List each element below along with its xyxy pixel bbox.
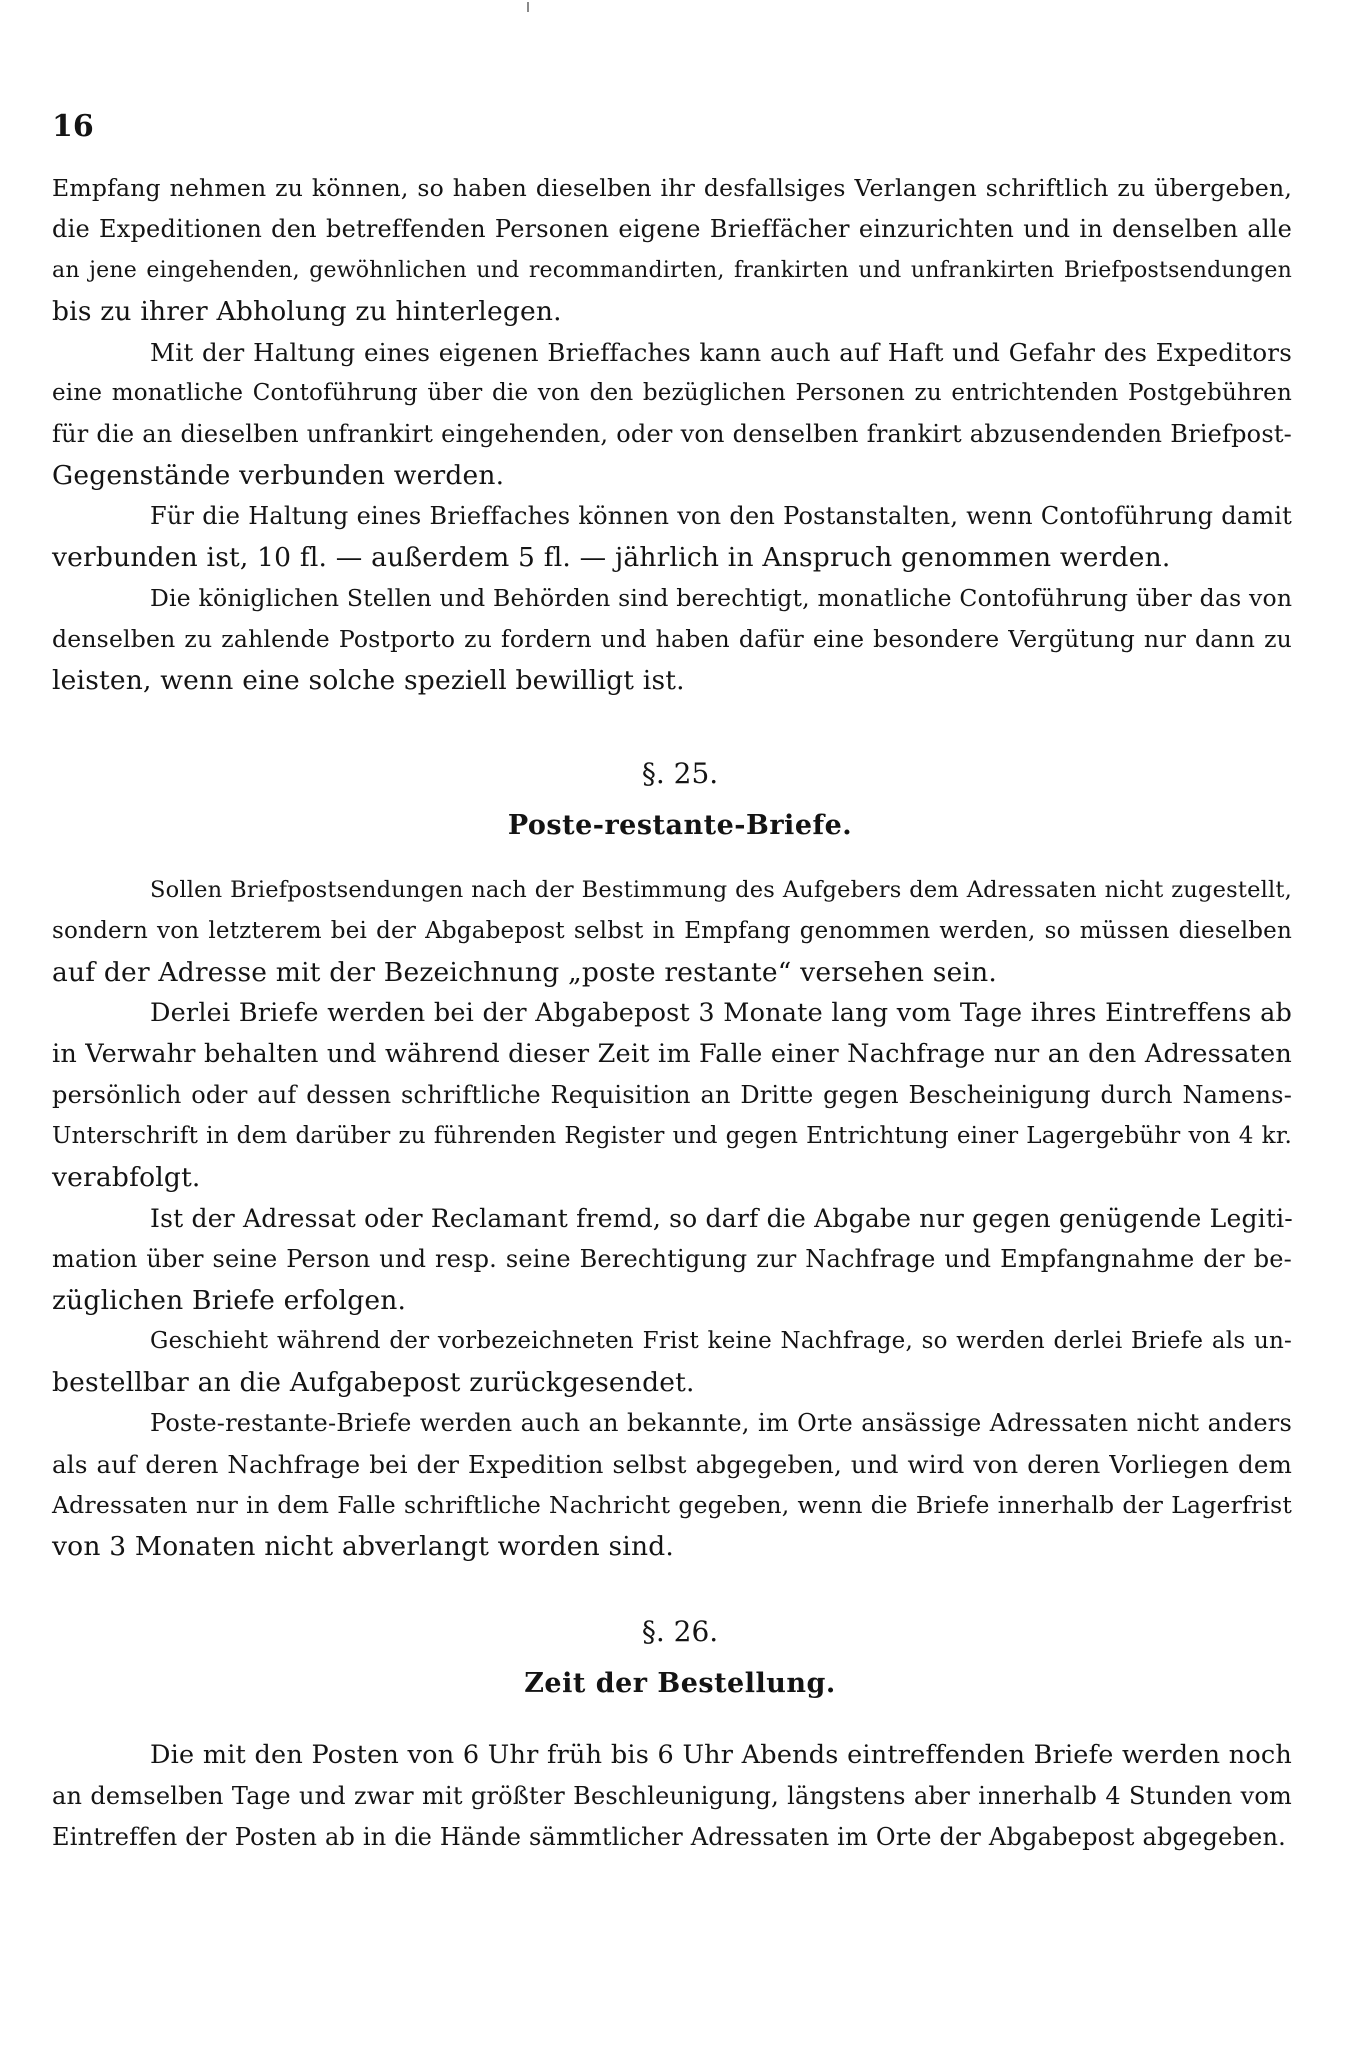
text-line: Sollen Briefpostsendungen nach der Bestimmung des Aufgebers dem Adressaten nicht zugestellt, — [150, 877, 1292, 903]
text-line: an jene eingehenden, gewöhnlichen und recommandirten, frankirten und unfrankirten Briefpostsendungen — [52, 258, 1292, 283]
text-line: mation über seine Person und resp. seine Berechtigung zur Nachfrage und Empfangnahme der be- — [52, 1245, 1292, 1273]
intro-text — [52, 168, 1292, 701]
text-line: in Verwahr behalten und während dieser Zeit im Falle einer Nachfrage nur an den Adressaten — [52, 1039, 1292, 1069]
section-26-number — [0, 1615, 1360, 1648]
text-line: Die königlichen Stellen und Behörden sind berechtigt, monatliche Contoführung über das von — [150, 584, 1293, 612]
text-line: verabfolgt. — [52, 1162, 201, 1193]
section-title: Poste-restante-Briefe. — [507, 810, 853, 841]
section-number: §. 25. — [641, 757, 719, 790]
text-line: züglichen Briefe erfolgen. — [52, 1285, 407, 1316]
text-line: für die an dieselben unfrankirt eingehenden, oder von denselben frankirt abzusendenden Briefpost- — [52, 420, 1292, 448]
text-line: eine monatliche Contoführung über die von den bezüglichen Personen zu entrichtenden Postgebühren — [52, 380, 1292, 406]
text-line: als auf deren Nachfrage bei der Expedition selbst abgegeben, und wird von deren Vorliegen dem — [52, 1450, 1292, 1479]
text-line: die Expeditionen den betreffenden Personen eigene Brieffächer einzurichten und in denselben alle — [52, 215, 1292, 243]
scan-mark — [527, 2, 529, 12]
section-25-text — [52, 870, 1292, 1567]
text-line: Derlei Briefe werden bei der Abgabepost 3 Monate lang vom Tage ihres Eintreffens ab — [150, 998, 1292, 1028]
text-line: sondern von letzterem bei der Abgabepost selbst in Empfang genommen werden, so müssen dieselben — [52, 918, 1292, 944]
section-25-title — [0, 812, 1360, 839]
text-line: Geschieht während der vorbezeichneten Frist keine Nachfrage, so werden derlei Briefe als un- — [150, 1328, 1292, 1354]
text-line: Poste-restante-Briefe werden auch an bekannte, im Orte ansässige Adressaten nicht anders — [150, 1409, 1292, 1437]
section-number: §. 26. — [641, 1615, 719, 1648]
text-line: auf der Adresse mit der Bezeichnung „poste restante“ versehen sein. — [52, 957, 998, 988]
text-line: an demselben Tage und zwar mit größter Beschleunigung, längstens aber innerhalb 4 Stunden vom — [52, 1782, 1292, 1810]
section-26-title — [0, 1670, 1360, 1697]
page-number: 16 — [52, 109, 94, 144]
text-line: bestellbar an die Aufgabepost zurückgesendet. — [52, 1367, 695, 1398]
section-25-number — [0, 757, 1360, 790]
text-line: Die mit den Posten von 6 Uhr früh bis 6 Uhr Abends eintreffenden Briefe werden noch — [150, 1740, 1292, 1770]
text-line: Unterschrift in dem darüber zu führenden Register und gegen Entrichtung einer Lagergebühr von 4 kr. — [52, 1123, 1292, 1149]
text-line: Mit der Haltung eines eigenen Brieffaches kann auch auf Haft und Gefahr des Expeditors — [150, 338, 1292, 367]
text-line: von 3 Monaten nicht abverlangt worden sind. — [52, 1531, 675, 1562]
text-line: leisten, wenn eine solche speziell bewilligt ist. — [52, 665, 685, 696]
text-line: bis zu ihrer Abholung zu hinterlegen. — [52, 296, 562, 327]
text-line: Eintreffen der Posten ab in die Hände sämmtlicher Adressaten im Orte der Abgabepost abgegeben. — [52, 1823, 1286, 1851]
text-line: verbunden ist, 10 fl. — außerdem 5 fl. — jährlich in Anspruch genommen werden. — [52, 542, 1171, 573]
text-line: Ist der Adressat oder Reclamant fremd, so darf die Abgabe nur gegen genügende Legiti- — [150, 1204, 1293, 1233]
text-line: Gegenstände verbunden werden. — [52, 460, 505, 491]
text-line: persönlich oder auf dessen schriftliche Requisition an Dritte gegen Bescheinigung durch Namens- — [52, 1081, 1292, 1109]
text-line: denselben zu zahlende Postporto zu fordern und haben dafür eine besondere Vergütung nur dann zu — [52, 625, 1292, 653]
text-line: Empfang nehmen zu können, so haben dieselben ihr desfallsiges Verlangen schriftlich zu übergeben, — [52, 174, 1292, 202]
section-26-text — [52, 1735, 1292, 1858]
section-title: Zeit der Bestellung. — [524, 1668, 836, 1699]
text-line: Adressaten nur in dem Falle schriftliche Nachricht gegeben, wenn die Briefe innerhalb der Lagerfrist — [52, 1491, 1292, 1519]
text-line: Für die Haltung eines Brieffaches können von den Postanstalten, wenn Contoführung damit — [150, 502, 1292, 530]
